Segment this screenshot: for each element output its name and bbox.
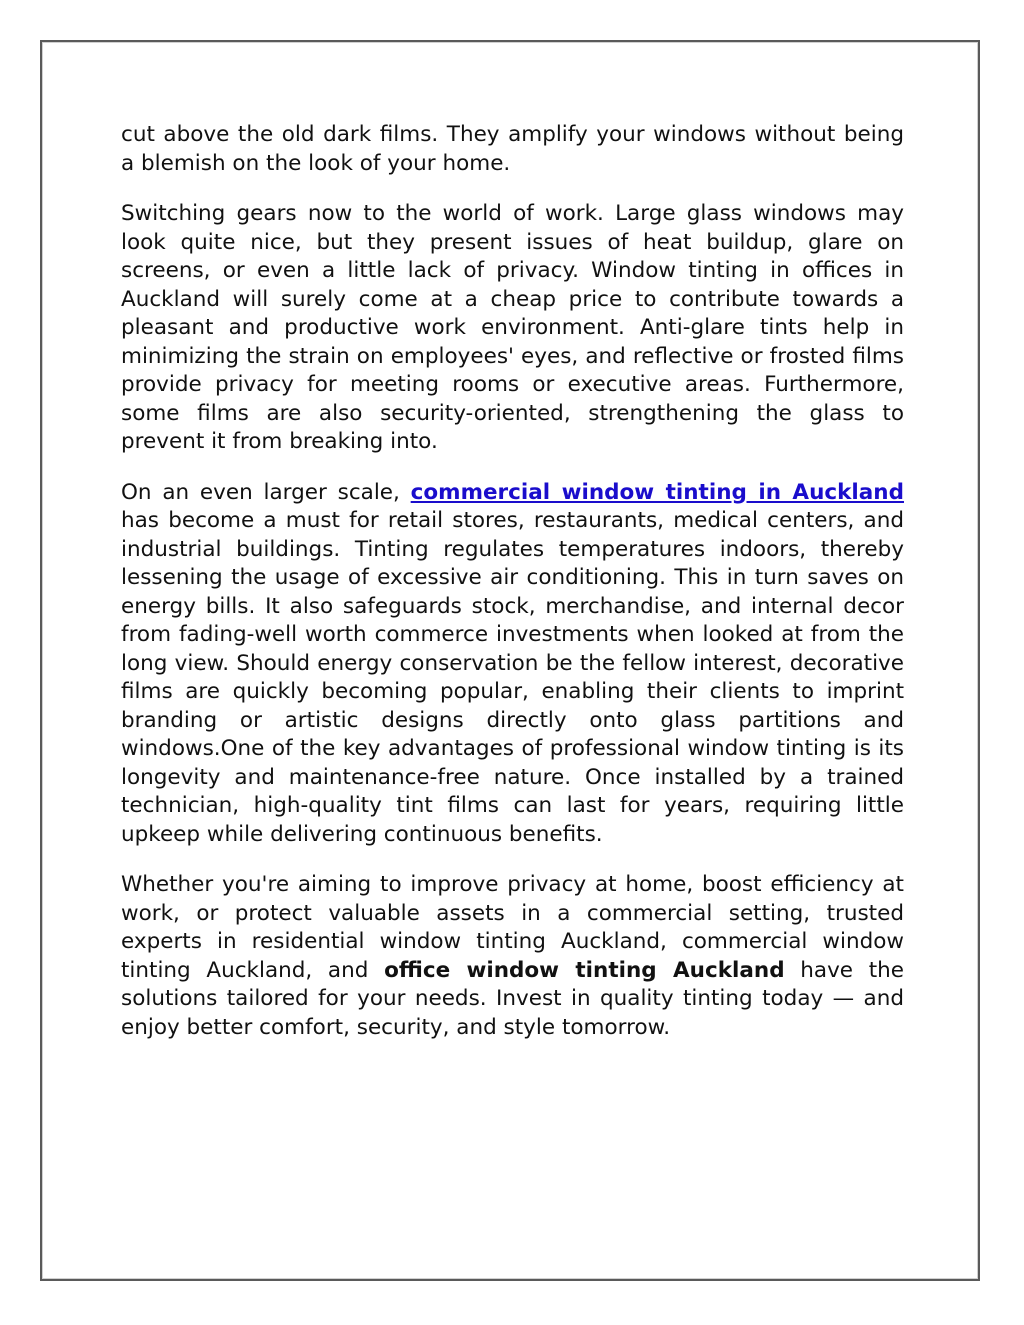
office-tinting-bold-phrase: office window tinting Auckland	[384, 957, 785, 983]
paragraph-text-after-link: has become a must for retail stores, restaurants, medical centers, and industrial buildings. Tinting regulates temperatures indoors, thereby lessening the usage of excessive air conditioning. This in turn saves on energy bills. It also safeguards stock, merchandise, and internal decor from fading-well worth commerce investments when looked at from the long view. Should energy conservation be the fellow interest, decorative films are quickly becoming popular, enabling their clients to imprint branding or artistic designs directly onto glass partitions and windows.One of the key advantages of professional window tinting is its longevity and maintenance-free nature. Once installed by a trained technician, high-quality tint films can last for years, requiring little upkeep while delivering continuous benefits.	[121, 508, 904, 847]
commercial-tinting-link[interactable]: commercial window tinting in Auckland	[410, 479, 904, 505]
paragraph-text-after-bold: have the solutions tailored for your needs. Invest in quality tinting today — and enjoy better comfort, security, and style tomorrow.	[121, 957, 904, 1040]
paragraph-text-before-bold: Whether you're aiming to improve privacy at home, boost efficiency at work, or protect valuable assets in a commercial setting, trusted experts in residential window tinting Auckland, commercial window tinting Auckland, and	[121, 872, 904, 983]
paragraph-intro-continuation: cut above the old dark films. They amplify your windows without being a blemish on the look of your home.	[121, 122, 904, 176]
paragraph-conclusion	[121, 871, 904, 1042]
document-body	[121, 121, 904, 1064]
paragraph-office-tinting: Switching gears now to the world of work. Large glass windows may look quite nice, but they present issues of heat buildup, glare on screens, or even a little lack of privacy. Window tinting in offices in Auckland will surely come at a cheap price to contribute towards a pleasant and productive work environment. Anti-glare tints help in minimizing the strain on employees' eyes, and reflective or frosted films provide privacy for meeting rooms or executive areas. Furthermore, some films are also security-oriented, strengthening the glass to prevent it from breaking into.	[121, 201, 904, 454]
paragraph-commercial-tinting	[121, 479, 904, 850]
paragraph-text-before-link: On an even larger scale,	[121, 479, 411, 505]
